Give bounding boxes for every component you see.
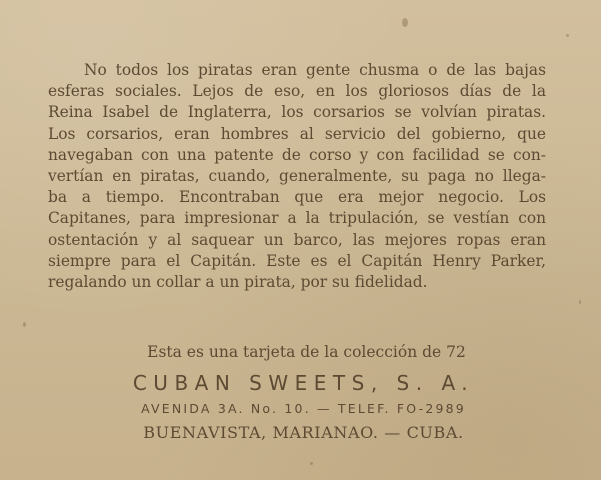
story-line: ba a tiempo. Encontraban que era mejor negocio. Los (48, 188, 546, 207)
company-name: CUBAN SWEETS, S. A. (132, 371, 475, 395)
company-city: BUENAVISTA, MARIANAO. — CUBA. (143, 423, 464, 442)
story-paragraph (48, 60, 546, 293)
company-address: AVENIDA 3A. No. 10. — TELEF. FO-2989 (141, 401, 466, 416)
story-line: vertían en piratas, cuando, generalmente, su paga no llega- (48, 167, 546, 186)
paper-speck (579, 300, 581, 304)
story-line: No todos los piratas eran gente chusma o de las bajas (84, 61, 546, 79)
paper-speck (402, 18, 408, 27)
paper-speck (566, 34, 569, 37)
story-line: regalando un collar a un pirata, por su fidelidad. (48, 273, 428, 292)
story-line: ostentación y al saquear un barco, las mejores ropas eran (48, 230, 546, 249)
story-line: siempre para el Capitán. Este es el Capitán Henry Parker, (48, 251, 546, 270)
story-line: esferas sociales. Lejos de eso, en los gloriosos días de la (48, 82, 546, 101)
story-line: Capitanes, para impresionar a la tripulación, se vestían con (48, 209, 546, 228)
collection-note: Esta es una tarjeta de la colección de 72 (147, 343, 466, 361)
story-line: navegaban con una patente de corso y con facilidad se con- (48, 145, 546, 164)
paper-speck (310, 462, 313, 465)
story-line: Los corsarios, eran hombres al servicio del gobierno, que (48, 124, 546, 143)
paper-speck (23, 322, 26, 327)
story-line: Reina Isabel de Inglaterra, los corsarios se volvían piratas. (48, 103, 546, 122)
